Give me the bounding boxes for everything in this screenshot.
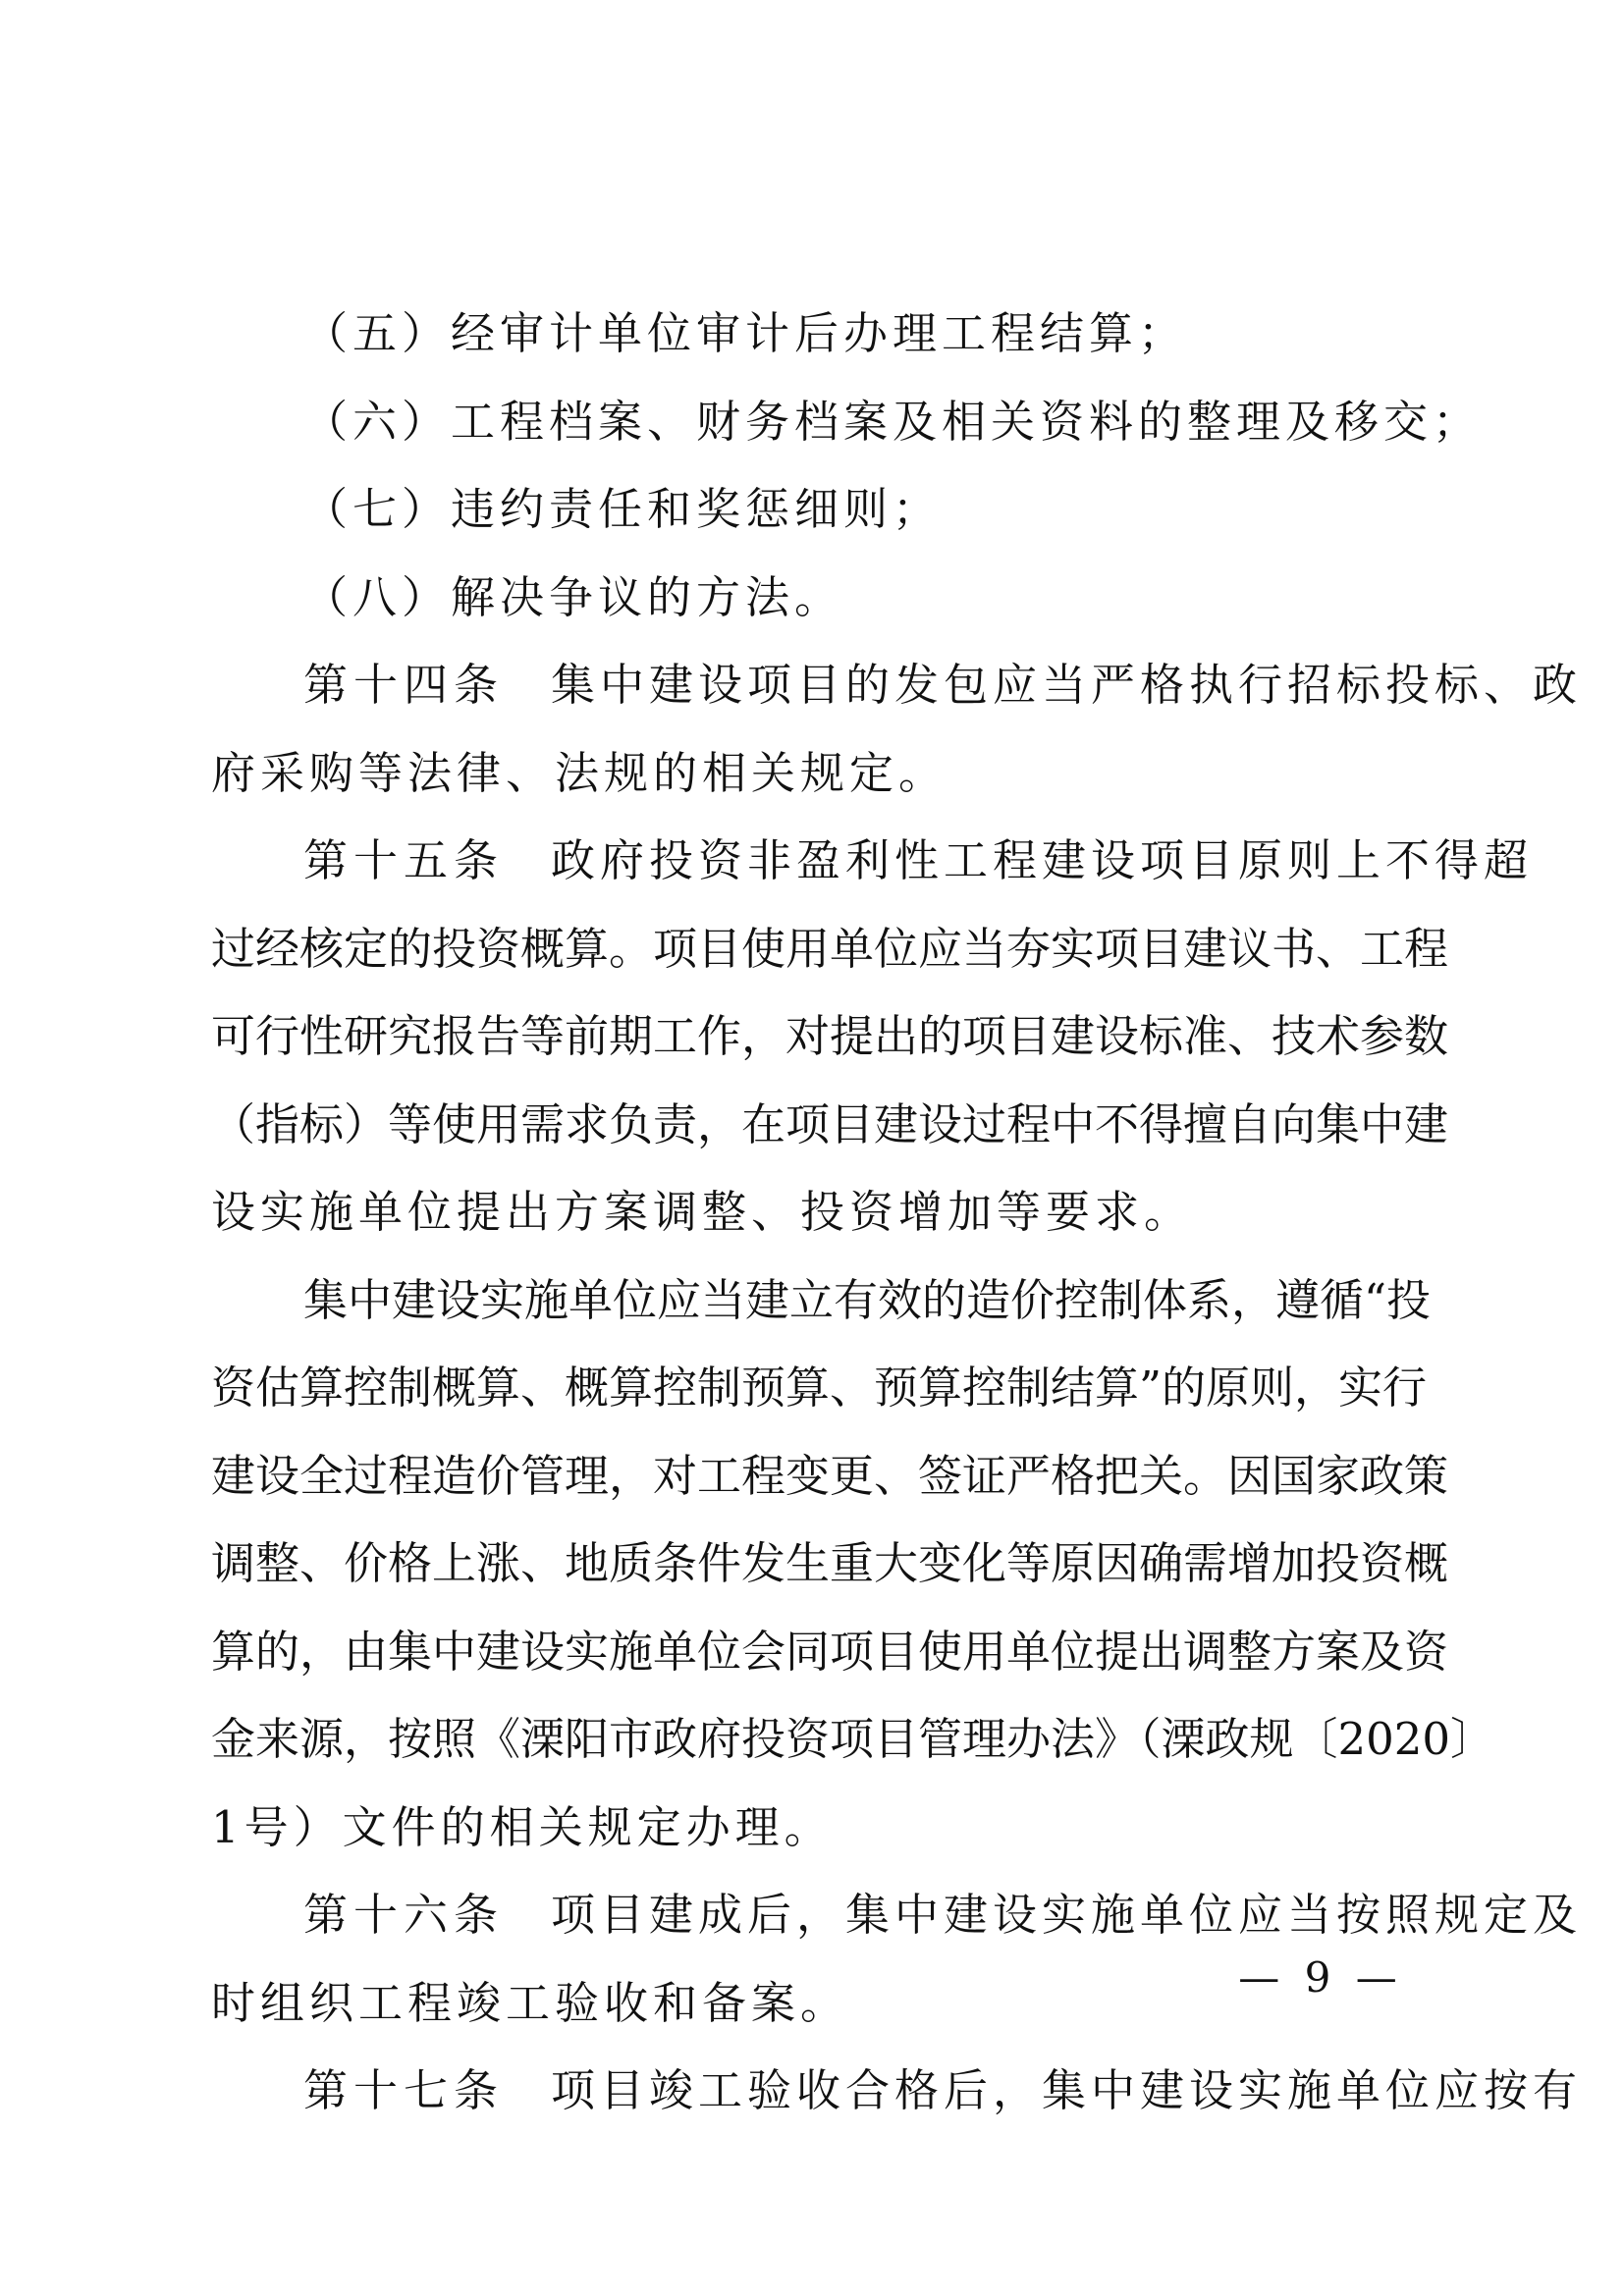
article-17-text-1: 项目竣工验收合格后，集中建设实施单位应按有 — [551, 2064, 1583, 2116]
article-14-number: 第十四条 — [303, 659, 505, 711]
page-number: — 9 — — [1238, 1953, 1403, 2002]
article-17-number: 第十七条 — [303, 2064, 505, 2116]
article-16-line-2: 时组织工程竣工验收和备案。 — [211, 1976, 850, 2029]
article-14-text-1: 集中建设项目的发包应当严格执行招标投标、政 — [551, 659, 1583, 711]
article-16-text-1: 项目建成后，集中建设实施单位应当按照规定及 — [551, 1889, 1583, 1941]
cost-paragraph-line-7: 1号）文件的相关规定办理。 — [211, 1800, 834, 1853]
article-16-number: 第十六条 — [303, 1889, 505, 1941]
article-14-line-1 — [211, 641, 1583, 729]
cost-paragraph-line-4: 调整、价格上涨、地质条件发生重大变化等原因确需增加投资概 — [211, 1537, 1449, 1589]
list-item-7: （七）违约责任和奖惩细则； — [303, 483, 943, 535]
article-17-line-1 — [211, 2047, 1583, 2135]
cost-paragraph-line-1: 集中建设实施单位应当建立有效的造价控制体系，遵循“投 — [303, 1273, 1432, 1326]
article-15-line-4: （指标）等使用需求负责，在项目建设过程中不得擅自向集中建 — [211, 1097, 1449, 1150]
cost-paragraph-line-5: 算的，由集中建设实施单位会同项目使用单位提出调整方案及资 — [211, 1625, 1449, 1678]
article-14-line-2: 府采购等法律、法规的相关规定。 — [211, 746, 948, 799]
article-15-line-5: 设实施单位提出方案调整、投资增加等要求。 — [211, 1186, 1194, 1238]
article-15-text-1: 政府投资非盈利性工程建设项目原则上不得超 — [551, 834, 1534, 886]
cost-paragraph-line-2: 资估算控制概算、概算控制预算、预算控制结算”的原则，实行 — [211, 1362, 1428, 1414]
cost-paragraph-line-3: 建设全过程造价管理，对工程变更、签证严格把关。因国家政策 — [211, 1449, 1449, 1502]
article-15-line-2: 过经核定的投资概算。项目使用单位应当夯实项目建议书、工程 — [211, 922, 1449, 975]
article-15-line-1 — [211, 817, 1534, 905]
article-15-line-3: 可行性研究报告等前期工作，对提出的项目建设标准、技术参数 — [211, 1010, 1449, 1062]
document-body — [211, 290, 1583, 2135]
article-16-line-1 — [211, 1871, 1583, 1959]
list-item-5: （五）经审计单位审计后办理工程结算； — [303, 307, 1188, 359]
list-item-6: （六）工程档案、财务档案及相关资料的整理及移交； — [303, 395, 1483, 448]
list-item-8: （八）解决争议的方法。 — [303, 570, 844, 623]
article-15-number: 第十五条 — [303, 834, 505, 886]
cost-paragraph-line-6: 金来源，按照《溧阳市政府投资项目管理办法》（溧政规〔2020〕 — [211, 1713, 1495, 1765]
